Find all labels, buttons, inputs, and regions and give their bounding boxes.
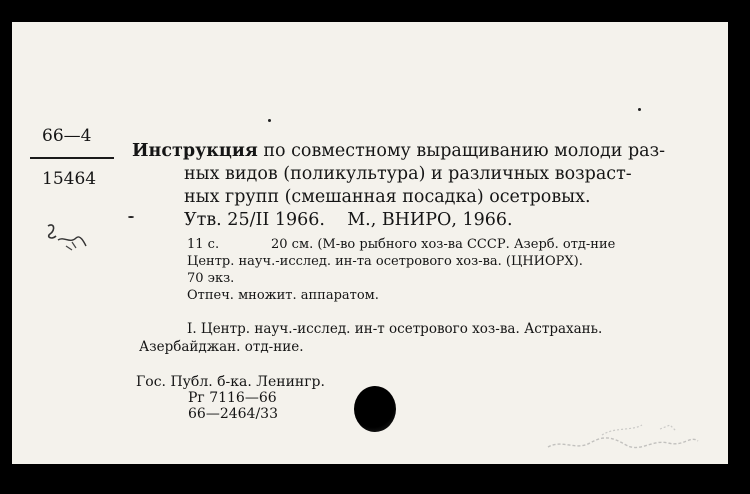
collation-line-2: Центр. науч.-исслед. ин-та осетрового хоз-ва. (ЦНИОРХ). xyxy=(187,254,583,269)
faint-stamp-icon xyxy=(542,417,702,457)
collation-block xyxy=(187,236,717,304)
collation-method: Отпеч. множит. аппаратом. xyxy=(187,288,379,303)
collation-size: 20 см. (М-во рыбного хоз-ва СССР. Азерб. отд-ние xyxy=(271,237,616,252)
library-name: Гос. Публ. б-ка. Ленингр. xyxy=(136,374,325,390)
shelfmark-bottom: 15464 xyxy=(42,169,97,189)
collation-pages: 11 с. xyxy=(187,237,220,252)
subject-entry xyxy=(139,320,717,356)
title-line-3: ных групп (смешанная посадка) осетровых. xyxy=(184,187,591,207)
speck-mark xyxy=(128,216,134,218)
holding-library xyxy=(136,374,325,422)
title-lead: Инструкция xyxy=(132,141,258,161)
handwritten-mark-icon xyxy=(42,220,90,254)
speck-mark xyxy=(638,108,641,111)
title-line-1: по совместному выращиванию молоди раз- xyxy=(263,141,666,161)
title-block xyxy=(132,140,712,232)
catalog-card xyxy=(12,22,728,464)
library-number-2: 66—2464/33 xyxy=(188,406,278,422)
library-number-1: Рг 7116—66 xyxy=(188,390,277,406)
collation-copies: 70 экз. xyxy=(187,271,235,286)
subject-line-2: Азербайджан. отд-ние. xyxy=(139,339,304,355)
title-line-4: Утв. 25/II 1966. М., ВНИРО, 1966. xyxy=(184,210,513,230)
ink-blot-icon xyxy=(354,386,396,432)
shelfmark-divider xyxy=(30,157,114,159)
shelfmark-top: 66—4 xyxy=(42,126,92,146)
speck-mark xyxy=(268,119,271,122)
title-line-2: ных видов (поликультура) и различных возраст- xyxy=(184,164,632,184)
subject-line-1: I. Центр. науч.-исслед. ин-т осетрового хоз-ва. Астрахань. xyxy=(187,321,603,337)
